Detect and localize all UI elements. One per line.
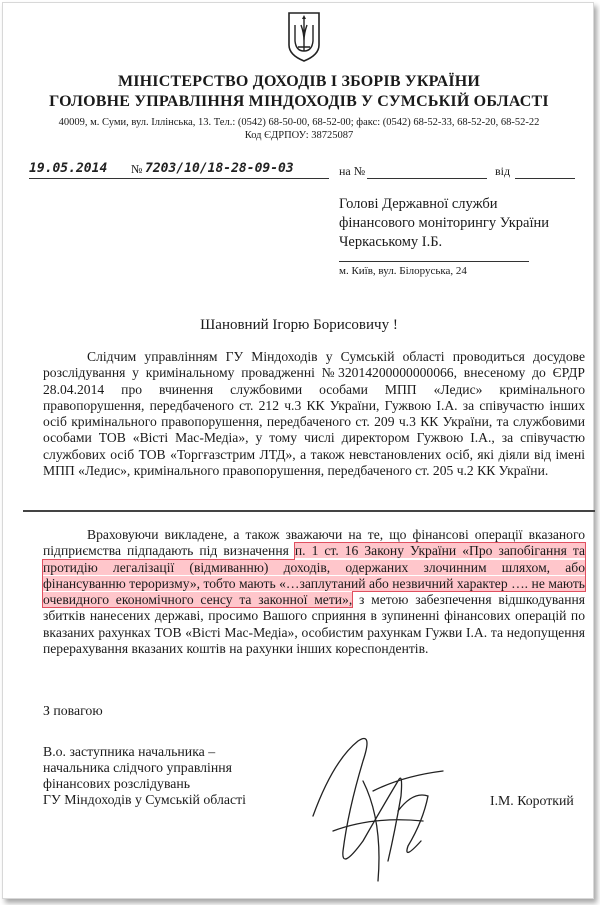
signatory-title [43,744,246,808]
outgoing-number: 7203/10/18-28-09-03 [145,161,294,176]
trident-coat-of-arms-icon [286,11,322,63]
signatory-title-line-3: фінансових розслідувань [43,776,191,791]
handwritten-signature [303,721,473,891]
paragraph-2-after: з метою забезпечення відшкодування збитків нанесених державі, просимо Вашого сприяння в зупиненні фінансових операцій по вказаних рахунках ТОВ «Вісті Мас-Медіа», особистим рахункам Гужви І.А. та недопущення перерахування вказаних коштів на рахунки інших кореспондентів. [43,592,586,657]
addressee-address: м. Київ, вул. Білоруська, 24 [339,265,467,277]
document-page [2,2,594,899]
signatory-title-line-4: ГУ Міндоходів у Сумській області [43,792,246,807]
contact-address: 40009, м. Суми, вул. Іллінська, 13. Тел.: (0542) 68-50-00, 68-52-00; факс: (0542) 68-52-33, 68-52-20, 68-52-22 [58,117,540,128]
addressee-underline [339,261,529,262]
addressee-line-2: фінансового моніторингу України [339,215,549,231]
from-label: від [495,164,511,178]
from-underline [515,178,575,179]
paragraph-1: Слідчим управлінням ГУ Міндоходів у Сумській області проводиться досудове розслідування у кримінальному провадженні №32014200000000066, внесеному до ЄРДР 28.04.2014 про вчинення службовими особами МПП «Ледис» кримінального правопорушення, передбаченого ст. 212 ч.3 КК України, Гужвою І.А. за співучастю інших осіб кримінального правопорушення, передбаченого ст. 209 ч.3 КК України, та службовими особами ТОВ «Вісті Мас-Медіа», у тому числі директором Гужвою І.А., за співучастю службових осіб ТОВ «Торгғазстрим ЛТД», а також невстановлених осіб, які діяли від імені МПП «Ледис», кримінального правопорушення, передбаченого ст. 205 ч.2 КК України. [43,349,585,479]
outgoing-number-line [21,161,581,181]
paragraph-2-before: Враховуючи викладене, а також зважаючи на те, що фінансові операції вказаного підприємства підпадають під визначення [43,527,585,559]
highlighted-law-citation: п. 1 ст. 16 Закону України «Про запобігання та протидію легалізації (відмиванню) доходів, одержаних злочинним шляхом, або фінансуванню тероризму», тобто мають «…заплутаний або незвичний характер …. не мають очевидного економічного сенсу та законної мети», [43,543,586,608]
greeting: Шановний Ігорю Борисовичу ! [200,317,398,333]
number-prefix: № [131,162,143,176]
in-reply-underline [367,178,487,179]
addressee-line-3: Черкаському І.Б. [339,234,443,250]
signatory-name: І.М. Короткий [490,793,574,808]
signatory-title-line-1: В.о. заступника начальника – [43,744,216,759]
in-reply-label: на № [339,164,366,178]
edrpou-code: Код ЄДРПОУ: 38725087 [244,130,354,141]
ministry-name: МІНІСТЕРСТВО ДОХОДІВ І ЗБОРІВ УКРАЇНИ [117,73,481,90]
addressee-block [339,195,549,252]
section-divider [23,510,595,512]
signatory-title-line-2: начальника слідчого управління [43,760,232,775]
closing: З повагою [43,703,103,718]
department-name: ГОЛОВНЕ УПРАВЛІННЯ МІНДОХОДІВ У СУМСЬКІЙ ОБЛАСТІ [49,93,549,110]
paragraph-2 [43,527,585,657]
number-underline [29,178,329,179]
addressee-line-1: Голові Державної служби [339,196,498,212]
outgoing-date: 19.05.2014 [29,161,108,176]
